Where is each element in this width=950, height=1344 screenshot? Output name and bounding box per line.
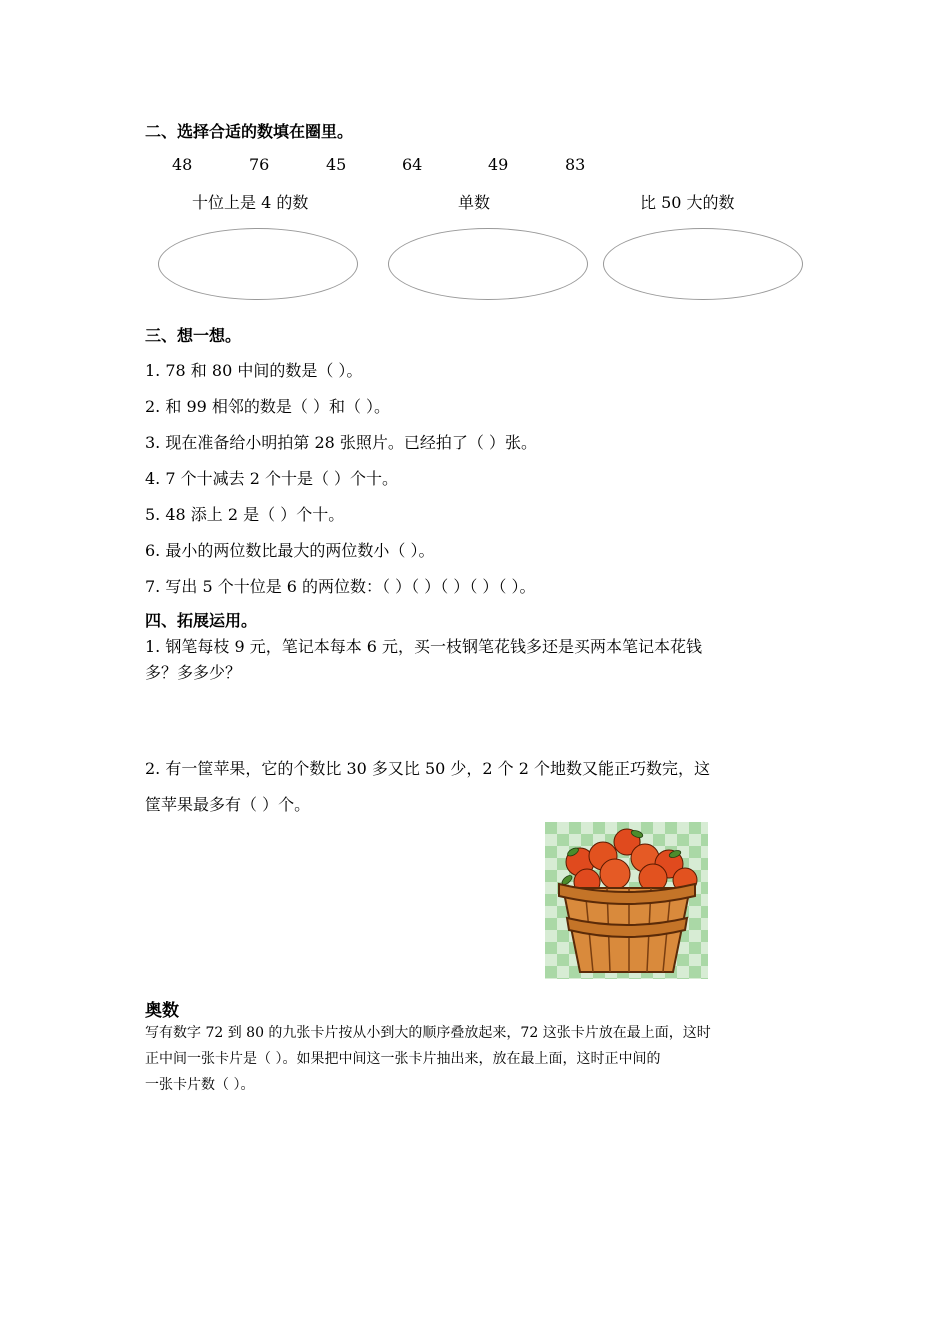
number-option: 64 (402, 155, 423, 174)
category-label: 十位上是 4 的数 (192, 193, 309, 212)
answer-circle-odd[interactable] (388, 228, 588, 300)
number-option: 49 (488, 155, 509, 174)
word-problem-1-line1: 1. 钢笔每枝 9 元，笔记本每本 6 元，买一枝钢笔花钱多还是买两本笔记本花钱 (145, 637, 703, 656)
number-option: 45 (326, 155, 347, 174)
section2-title: 二、选择合适的数填在圈里。 (145, 122, 354, 141)
number-option: 48 (172, 155, 193, 174)
olympiad-line2: 正中间一张卡片是（ ）。如果把中间这一张卡片抽出来，放在最上面，这时正中间的 (145, 1051, 661, 1067)
question-item: 5. 48 添上 2 是（ ）个十。 (145, 505, 345, 524)
section3-title: 三、想一想。 (145, 326, 242, 345)
section4-title: 四、拓展运用。 (145, 611, 258, 630)
question-item: 3. 现在准备给小明拍第 28 张照片。已经拍了（ ）张。 (145, 433, 537, 452)
olympiad-title: 奥数 (145, 1001, 179, 1021)
question-item: 4. 7 个十减去 2 个十是（ ）个十。 (145, 469, 399, 488)
category-label: 单数 (458, 193, 491, 212)
number-option: 76 (249, 155, 270, 174)
apple-basket-icon (545, 822, 708, 979)
question-item: 1. 78 和 80 中间的数是（ ）。 (145, 361, 363, 380)
word-problem-2-line1: 2. 有一筐苹果，它的个数比 30 多又比 50 少，2 个 2 个地数又能正巧数完，这 (145, 759, 711, 778)
answer-circle-greater-50[interactable] (603, 228, 803, 300)
word-problem-2-line2: 筐苹果最多有（ ）个。 (145, 795, 311, 814)
category-label: 比 50 大的数 (640, 193, 735, 212)
answer-circle-tens-4[interactable] (158, 228, 358, 300)
number-option: 83 (565, 155, 586, 174)
question-item: 7. 写出 5 个十位是 6 的两位数：（ ）（ ）（ ）（ ）（ ）。 (145, 577, 536, 596)
apple-basket-illustration (545, 822, 708, 979)
question-item: 2. 和 99 相邻的数是（ ）和（ ）。 (145, 397, 391, 416)
olympiad-line1: 写有数字 72 到 80 的九张卡片按从小到大的顺序叠放起来，72 这张卡片放在最上面，这时 (145, 1025, 711, 1041)
question-item: 6. 最小的两位数比最大的两位数小（ ）。 (145, 541, 435, 560)
olympiad-line3: 一张卡片数（ ）。 (145, 1077, 255, 1093)
word-problem-1-line2: 多？多多少？ (145, 663, 242, 682)
